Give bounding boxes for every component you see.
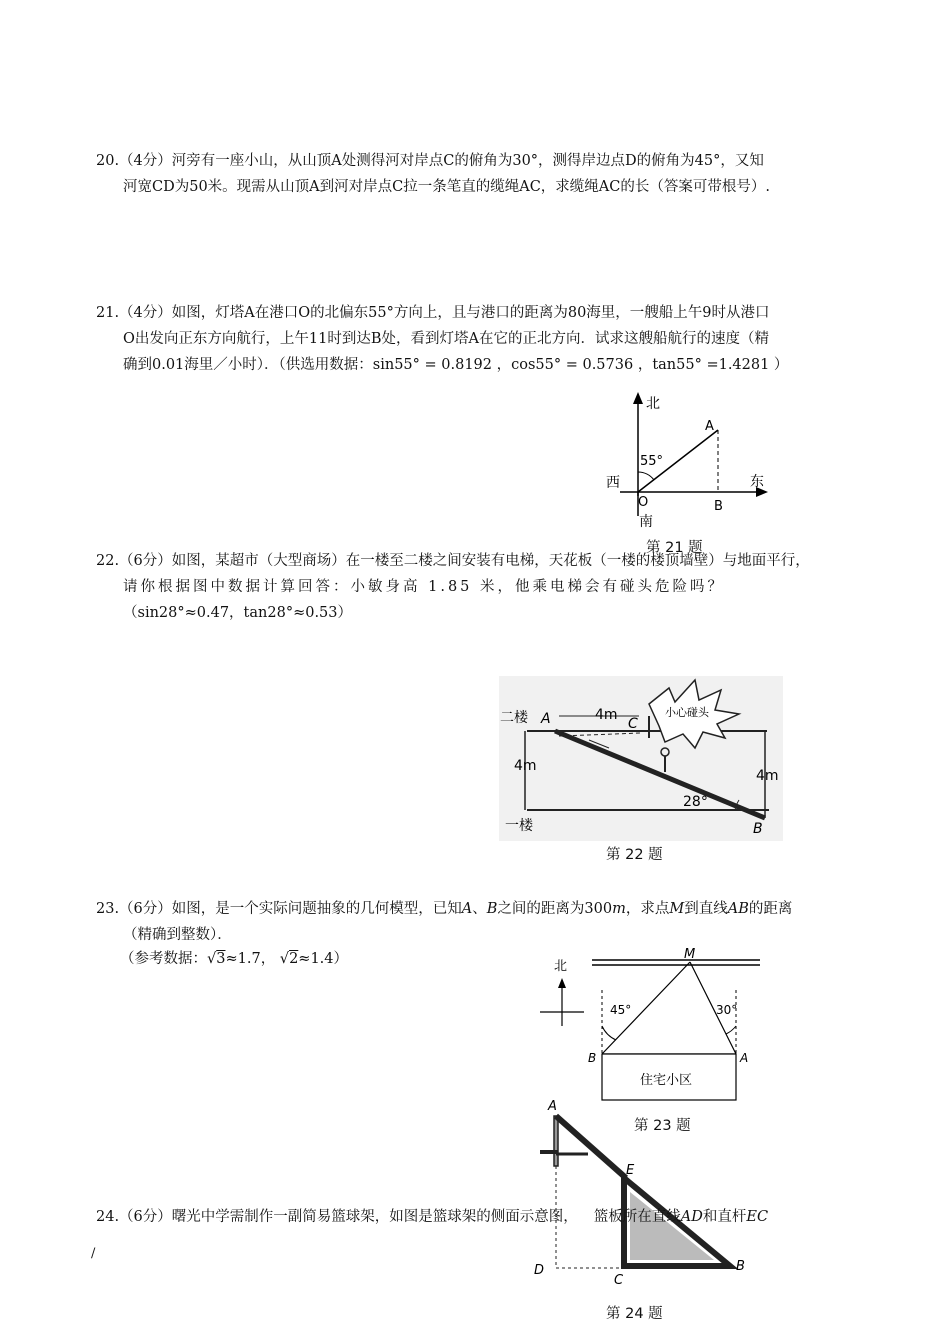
point-b-label: B [588,1051,597,1065]
figure-23-caption: 第 23 题 [634,1118,691,1134]
figure-23 [530,944,770,1109]
south-label: 南 [639,514,653,530]
point-o-label: O [638,495,649,510]
top-length-label: 4m [595,707,618,723]
q24-text-pre: 24.（6分）曙光中学需制作一副简易篮球架，如图是篮球架的侧面示意图， [96,1209,578,1225]
q23-sep: 、 [472,901,487,917]
point-b-label: B [714,499,723,514]
figure-24 [528,1096,778,1286]
floor1-label: 一楼 [505,818,533,834]
figure-22-caption: 第 22 题 [606,847,663,863]
q22-line1: 22.（6分）如图，某超市（大型商场）在一楼至二楼之间安装有电梯，天花板（一楼的楼顶墙壁）与地面平行， [96,553,810,569]
north-arrowhead [633,392,643,404]
q23-text-mid: 之间的距离为300 [497,901,613,917]
point-c-label: C [628,716,638,732]
question-22 [96,548,866,626]
left-length-label: 4m [514,758,537,774]
q23-unit-m: m [612,901,626,917]
east-label: 东 [750,474,764,490]
q24-rod-ec: EC [746,1209,769,1225]
point-m-label: M [684,947,696,962]
question-21 [96,300,866,378]
q21-line1: 21.（4分）如图，灯塔A在港口O的北偏东55°方向上，且与港口的距离为80海里，一艘船上午9时从港口 [96,305,770,321]
point-b-label: B [753,821,763,837]
angle-label-55: 55° [640,454,664,469]
point-d-label: D [534,1263,545,1278]
figure-21-caption: 第 21 题 [646,540,703,556]
warning-text: 小心碰头 [665,706,709,719]
q20-line1: 20.（4分）河旁有一座小山，从山顶A处测得河对岸点C的俯角为30°，测得岸边点D的俯角为45°，又知 [96,153,764,169]
north-label: 北 [554,959,568,974]
footer-mark: / [91,1246,96,1261]
angle-arc-30 [726,1026,736,1034]
west-label: 西 [606,475,620,491]
q23-text-end: 的距离 [748,901,793,917]
q23-line-ab: AB [727,901,749,917]
north-label: 北 [646,396,660,412]
angle-arc-45 [602,1026,616,1040]
q21-line2: O出发向正东方向航行，上午11时到达B处，看到灯塔A在它的正北方向．试求这艘船航行的速度（精 [123,331,769,347]
figure-21 [600,388,790,538]
compass-arrowhead [558,978,566,988]
q22-line3: （sin28°≈0.47，tan28°≈0.53） [123,605,352,621]
question-24 [96,1204,876,1230]
question-23 [96,896,866,948]
q23-point-a: A [461,901,473,917]
figure-22-background [499,676,783,841]
q23-ref-root2: 2 [289,951,299,967]
question-20 [96,148,866,200]
point-a-label: A [740,1051,749,1065]
point-b-label: B [736,1259,745,1274]
q23-point-b: B [486,901,498,917]
q23-point-m: M [669,901,685,917]
upper-brace [556,1116,626,1178]
point-a-label: A [705,419,714,434]
q23-line1 [96,896,866,922]
q24-text-and: 和直杆 [702,1209,747,1225]
residential-area-label: 住宅小区 [640,1073,693,1088]
figure-24-caption: 第 24 题 [606,1306,663,1322]
point-a-label: A [541,711,551,727]
q21-line3: 确到0.01海里／小时）．（供选用数据：sin55° = 0.8192 ，cos55° = 0.5736 ，tan55° =1.4281 ） [123,357,789,373]
point-e-label: E [626,1163,635,1178]
q23-text-to: 到直线 [684,901,728,917]
q23-line2: （精确到整数）． [123,927,232,943]
floor2-label: 二楼 [500,710,528,726]
q22-line2: 请你根据图中数据计算回答：小敏身高 1.85 米，他乘电梯会有碰头危险吗？ [123,579,726,595]
q23-ref-val1: ≈1.7， [225,951,276,967]
pole-backboard [554,1116,558,1166]
q20-line2: 河宽CD为50米。现需从山顶A到河对岸点C拉一条笔直的缆绳AC，求缆绳AC的长（答案可带根号）. [123,179,770,195]
q23-ref-val2: ≈1.4） [298,951,349,967]
angle-arc-55 [638,472,654,480]
q24-line-ad: AD [680,1209,703,1225]
q24-line1 [96,1204,876,1230]
q23-ref-root1: 3 [216,951,226,967]
q23-ref-pre: （参考数据： [120,951,207,967]
q23-text-mid2: ，求点 [625,901,670,917]
q23-text-pre: 23.（6分）如图，是一个实际问题抽象的几何模型，已知 [96,901,462,917]
angle-label-45: 45° [610,1003,632,1017]
angle-label-30: 30° [716,1003,738,1017]
point-a-label: A [548,1099,557,1114]
q23-reference: （参考数据：√3≈1.7， √2≈1.4） [120,951,349,967]
right-length-label: 4m [756,768,779,784]
figure-22 [499,676,783,841]
q24-text-mid: 篮板所在直线 [593,1209,681,1225]
angle-label-28: 28° [683,794,708,810]
point-c-label: C [614,1273,624,1286]
